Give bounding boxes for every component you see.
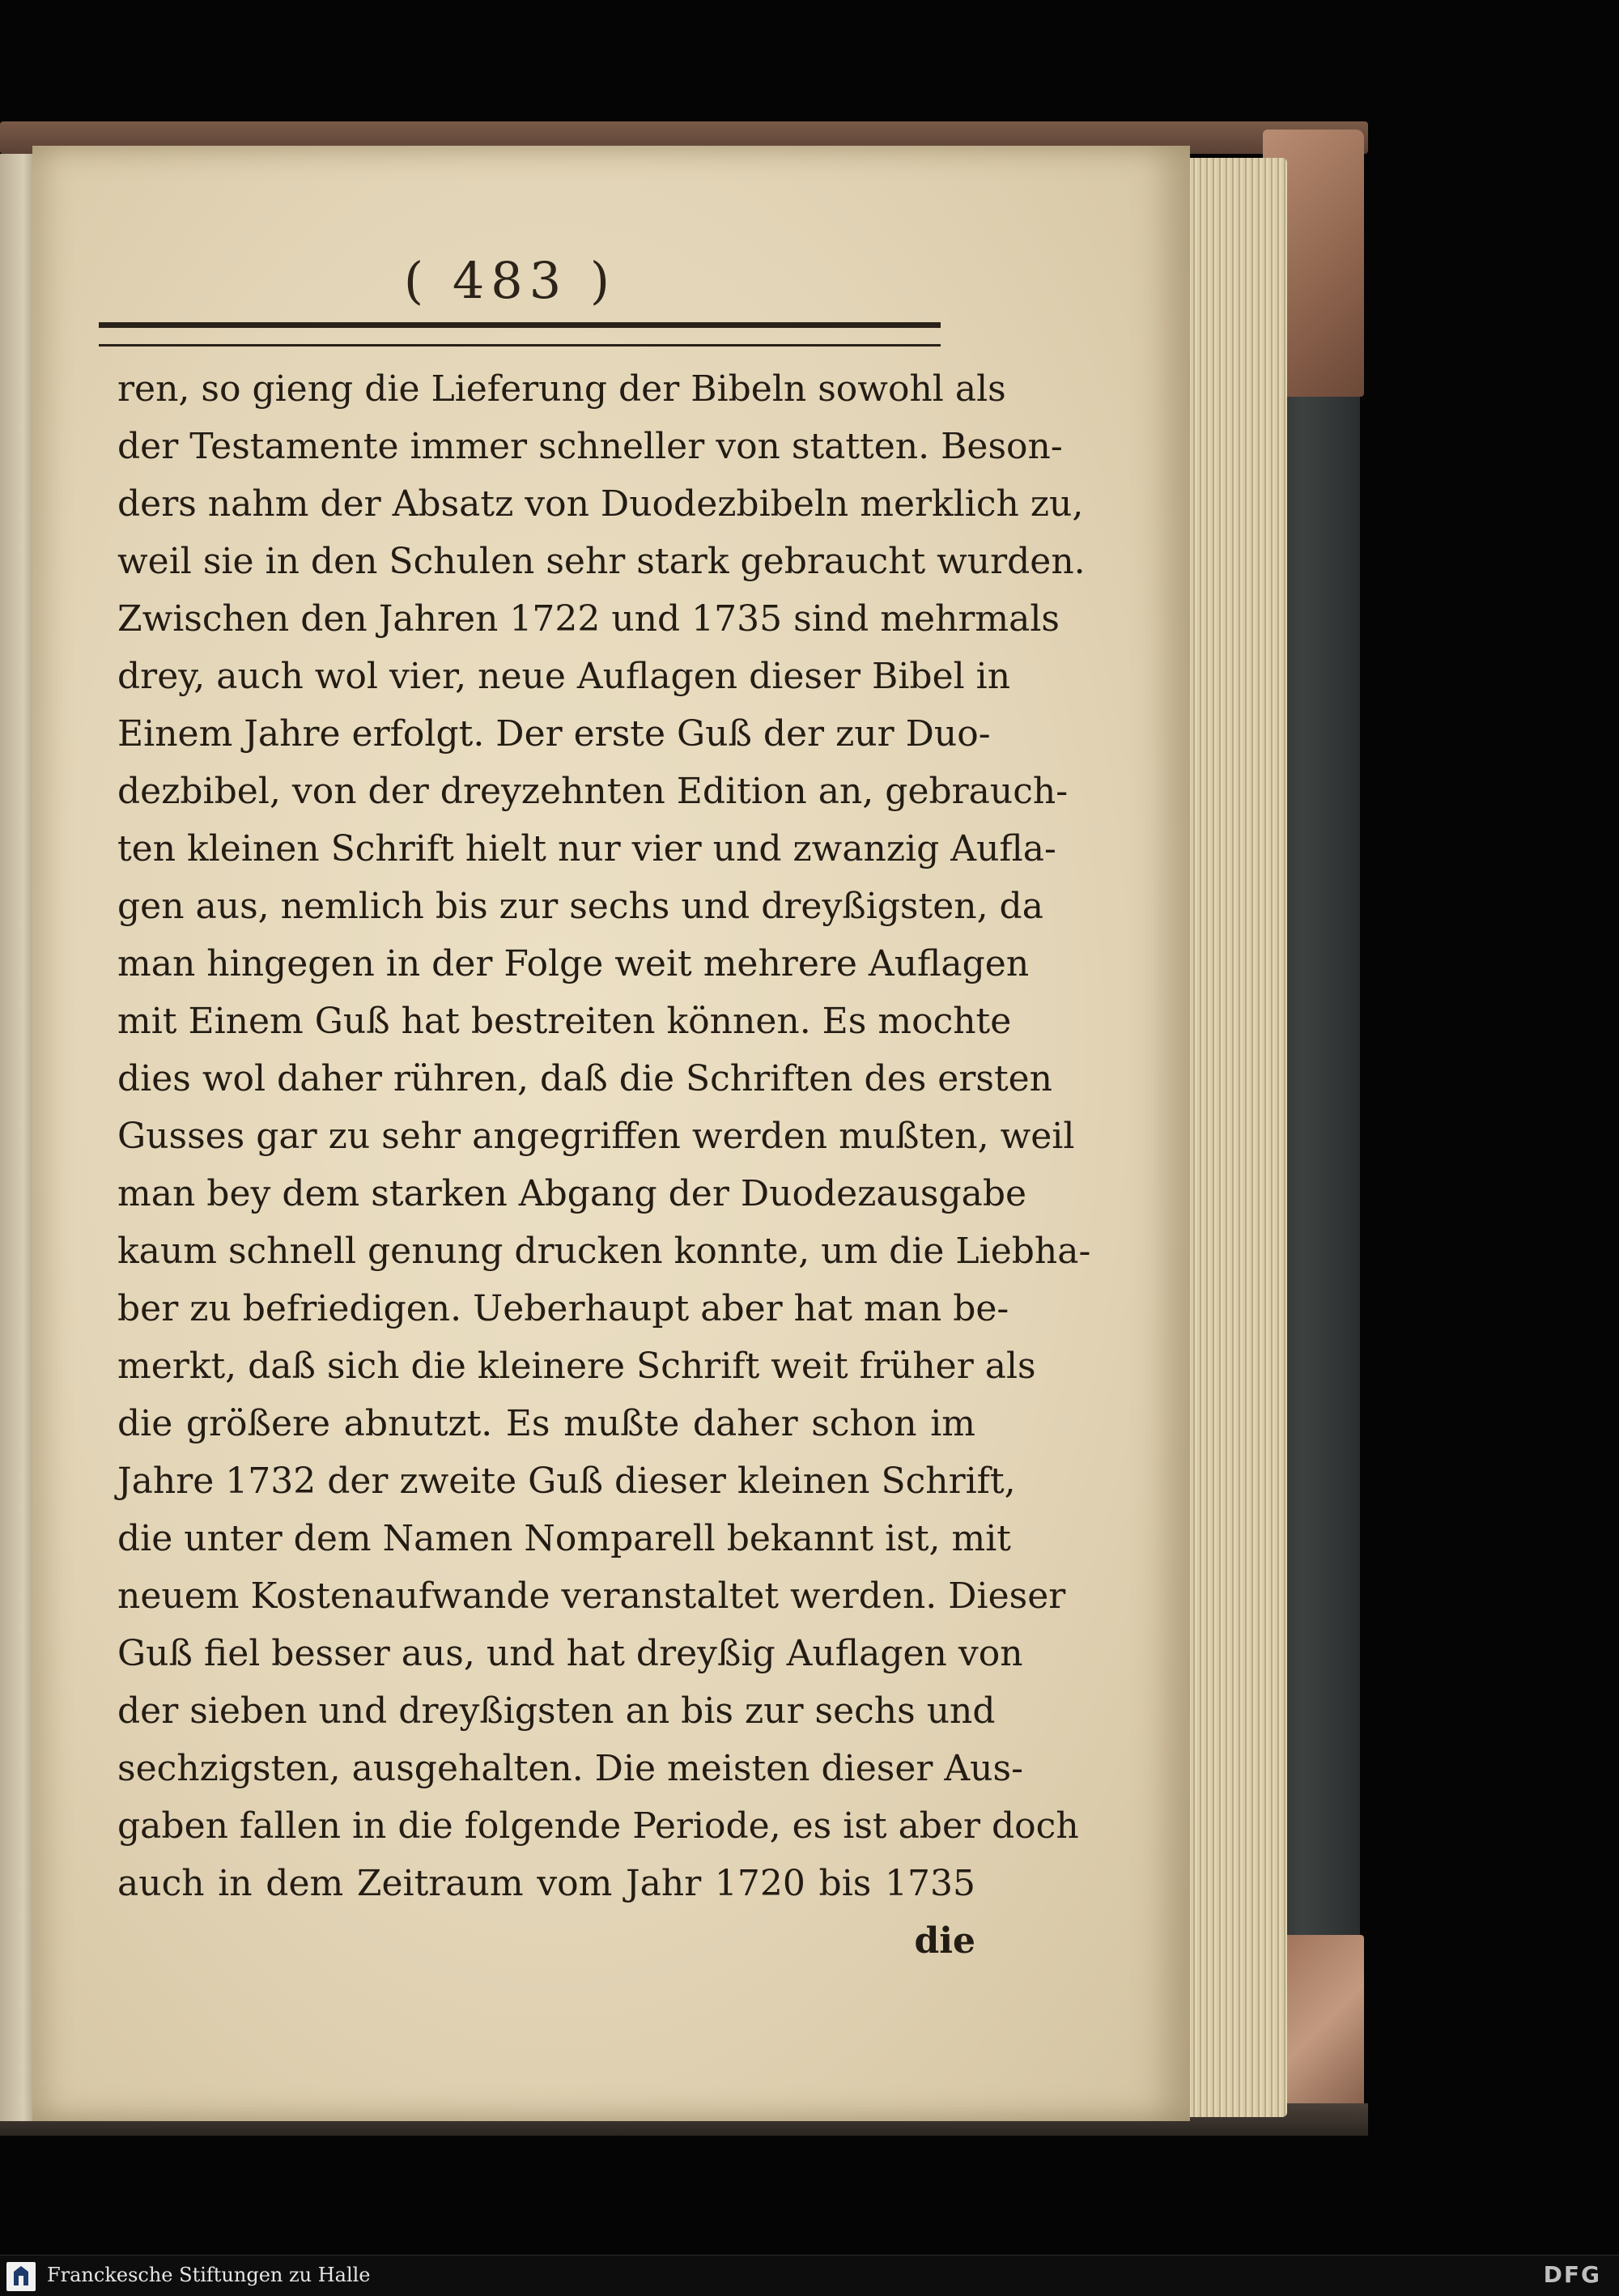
- text-line: Einem Jahre erfolgt. Der erste Guß der zur Duo-: [117, 713, 991, 755]
- text-line: merkt, daß sich die kleinere Schrift weit früher als: [117, 1346, 1036, 1387]
- text-line: auch in dem Zeitraum vom Jahr 1720 bis 1735: [117, 1863, 975, 1904]
- text-line: ber zu befriedigen. Ueberhaupt aber hat man be-: [117, 1288, 1009, 1329]
- text-line: dezbibel, von der dreyzehnten Edition an, gebrauch-: [117, 771, 1069, 812]
- text-line: die unter dem Namen Nomparell bekannt ist, mit: [117, 1518, 1011, 1559]
- text-line: man bey dem starken Abgang der Duodezausgabe: [117, 1173, 1027, 1214]
- text-line: ders nahm der Absatz von Duodezbibeln merklich zu,: [117, 483, 1084, 525]
- text-line: ten kleinen Schrift hielt nur vier und zwanzig Aufla-: [117, 828, 1056, 870]
- text-line: mit Einem Guß hat bestreiten können. Es mochte: [117, 1001, 1012, 1042]
- text-line: dies wol daher rühren, daß die Schriften des ersten: [117, 1058, 1053, 1099]
- text-line: man hingegen in der Folge weit mehrere Auflagen: [117, 943, 1030, 984]
- text-line: Guß fiel besser aus, und hat dreyßig Auflagen von: [117, 1633, 1023, 1674]
- text-line: der sieben und dreyßigsten an bis zur sechs und: [117, 1690, 996, 1732]
- text-line: sechzigsten, ausgehalten. Die meisten dieser Aus-: [117, 1748, 1023, 1789]
- text-line: Zwischen den Jahren 1722 und 1735 sind mehrmals: [117, 598, 1060, 640]
- text-line: Gusses gar zu sehr angegriffen werden mußten, weil: [117, 1116, 1075, 1157]
- institution-name: Franckesche Stiftungen zu Halle: [47, 2264, 371, 2286]
- text-line: gen aus, nemlich bis zur sechs und dreyßigsten, da: [117, 886, 1043, 927]
- dfg-logo: DFG: [1543, 2261, 1601, 2288]
- text-line: neuem Kostenaufwande veranstaltet werden. Dieser: [117, 1575, 1066, 1617]
- text-line: weil sie in den Schulen sehr stark gebraucht wurden.: [117, 541, 1086, 582]
- text-line: die größere abnutzt. Es mußte daher schon im: [117, 1403, 975, 1444]
- text-line: kaum schnell genung drucken konnte, um die Liebha-: [117, 1231, 1091, 1272]
- text-line: drey, auch wol vier, neue Auflagen dieser Bibel in: [117, 656, 1011, 697]
- text-line: ren, so gieng die Lieferung der Bibeln sowohl als: [117, 368, 1006, 410]
- text-line: der Testamente immer schneller von statten. Beson-: [117, 426, 1063, 467]
- francke-foundation-logo-icon: [6, 2262, 36, 2291]
- text-line: gaben fallen in die folgende Periode, es ist aber doch: [117, 1805, 1079, 1847]
- catchword: die: [914, 1920, 975, 1962]
- page-number: ( 483 ): [403, 251, 617, 310]
- header-rule: [99, 322, 941, 347]
- viewer-footer: [0, 2255, 1619, 2296]
- page-text: [117, 360, 1091, 1970]
- text-line: Jahre 1732 der zweite Guß dieser kleinen Schrift,: [117, 1461, 1016, 1502]
- page-block-edges: [1178, 158, 1287, 2117]
